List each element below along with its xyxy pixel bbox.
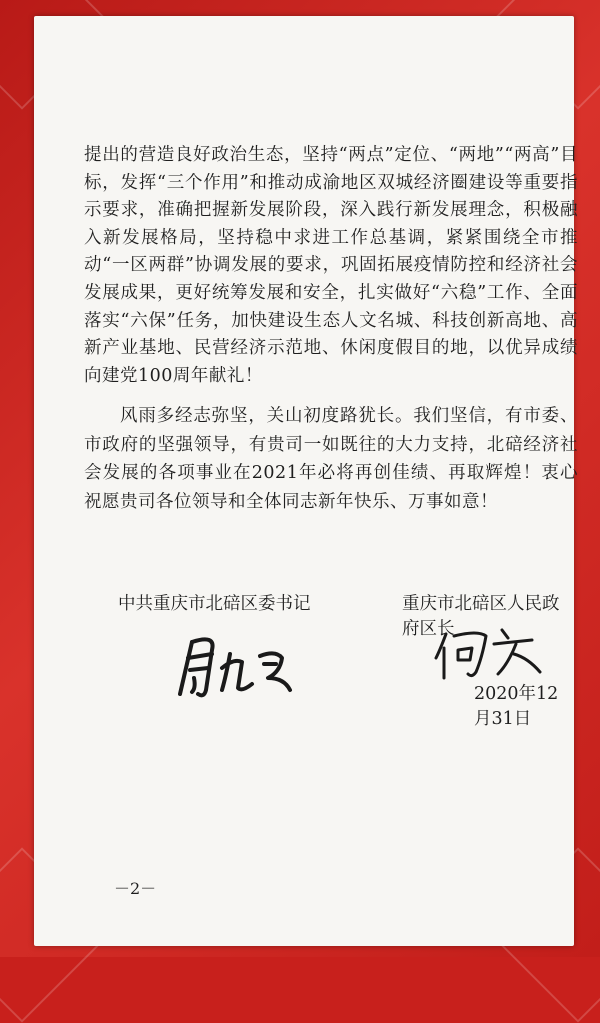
letter-date: 2020年12月31日 bbox=[474, 684, 559, 729]
handwritten-signature-left bbox=[172, 628, 302, 708]
handwritten-signature-right bbox=[432, 624, 552, 684]
page-number: －2－ bbox=[114, 879, 157, 898]
signatory-party-secretary: 中共重庆市北碚区委书记 bbox=[118, 594, 311, 614]
letter-page bbox=[34, 16, 578, 946]
signatory-district-head: 重庆市北碚区人民政府区长 bbox=[402, 594, 560, 639]
letter-paragraph-2: 风雨多经志弥坚，关山初度路犹长。我们坚信，有市委、市政府的坚强领导，有贵司一如既往的大力支持，北碚经济社会发展的各项事业在2021年必将再创佳绩、再取辉煌！衷心祝愿贵司各位领导和全体同志新年快乐、万事如意！ bbox=[84, 406, 578, 512]
letter-paragraph-1: 提出的营造良好政治生态，坚持“两点”定位、“两地”“两高”目标，发挥“三个作用”和推动成渝地区双城经济圈建设等重要指示要求，准确把握新发展阶段，深入践行新发展理念，积极融入新发展格局，坚持稳中求进工作总基调，紧紧围绕全市推动“一区两群”协调发展的要求，巩固拓展疫情防控和经济社会发展成果，更好统筹发展和安全，扎实做好“六稳”工作、全面落实“六保”任务，加快建设生态人文名城、科技创新高地、高新产业基地、民营经济示范地、休闲度假目的地，以优异成绩向建党100周年献礼！ bbox=[84, 145, 578, 386]
